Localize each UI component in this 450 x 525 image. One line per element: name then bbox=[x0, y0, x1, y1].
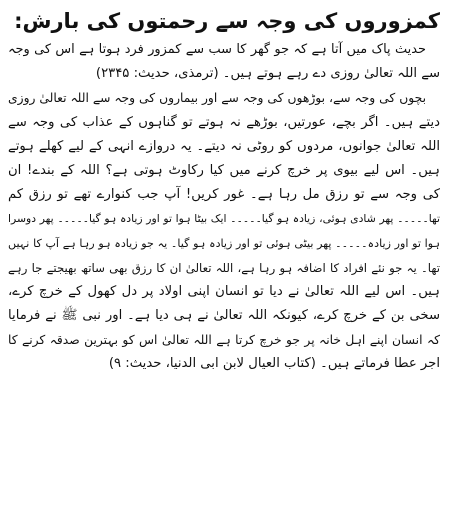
text-line-6: ہیں۔ اس لیے بیوی پر خرچ کرنے میں کیا رکاوٹ ہوتی ہے؟ اللہ کے بندے! ان bbox=[8, 162, 440, 178]
text-line-12: سخی بن کے خرچ کرے، کیونکہ اللہ تعالیٰ نے ہی دیا ہے۔ اور نبی ﷺ نے فرمایا bbox=[8, 308, 440, 324]
page-title: کمزوروں کی وجہ سے رحمتوں کی بارش: bbox=[14, 9, 440, 33]
text-line-4: دیتے ہیں۔ اگر بچے، عورتیں، بوڑھے نہ ہوتے تو گناہوں کے عذاب کی وجہ سے bbox=[8, 114, 440, 130]
text-line-10: تھا۔ یہ جو نئے افراد کا اضافہ ہو رہا ہے، اللہ تعالیٰ ان کا رزق بھی ساتھ بھیجتے جا رہے bbox=[8, 260, 440, 275]
text-line-1: حدیث پاک میں آتا ہے کہ جو گھر کا سب سے کمزور فرد ہوتا ہے اس کی وجہ bbox=[8, 42, 426, 57]
text-line-14: اجر عطا فرماتے ہیں۔ (کتاب العیال لابن ابی الدنیا، حدیث: ۹) bbox=[108, 356, 440, 372]
text-line-7: کی وجہ سے تو رزق مل رہا ہے۔ غور کریں! آپ جب کنوارے تھے تو رزق کم bbox=[8, 187, 440, 203]
text-line-11: ہیں۔ اس لیے اللہ تعالیٰ نے دیا تو انسان اپنی اولاد پر دل کھول کے خرچ کرے، bbox=[8, 283, 440, 299]
text-line-8: تھا۔۔۔۔۔ پھر شادی ہوئی، زیادہ ہو گیا۔۔۔۔۔ ایک بیٹا ہوا تو اور زیادہ ہو گیا۔۔۔۔۔ پھر دوسرا bbox=[8, 212, 440, 226]
text-line-13: کہ انسان اپنے اہل خانہ پر جو خرچ کرتا ہے اللہ تعالیٰ اس کو بہترین صدقہ کرنے کا bbox=[8, 333, 440, 348]
text-line-9: ہوا تو اور زیادہ۔۔۔۔۔ پھر بیٹی ہوئی تو اور زیادہ ہو گیا۔ یہ جو زیادہ ہو رہا ہے آپ کا نہیں bbox=[8, 236, 440, 250]
text-line-3: بچوں کی وجہ سے، بوڑھوں کی وجہ سے اور بیماروں کی وجہ سے اللہ تعالیٰ روزی bbox=[8, 91, 426, 106]
text-line-2: سے اللہ تعالیٰ روزی دے رہے ہوتے ہیں۔ (ترمذی، حدیث: ۲۳۴۵) bbox=[95, 66, 440, 82]
text-line-5: اللہ تعالیٰ جوانوں، مردوں کو روٹی نہ دیتے۔ یہ دروازے انہی کے لیے کھلے ہوتے bbox=[8, 138, 440, 154]
